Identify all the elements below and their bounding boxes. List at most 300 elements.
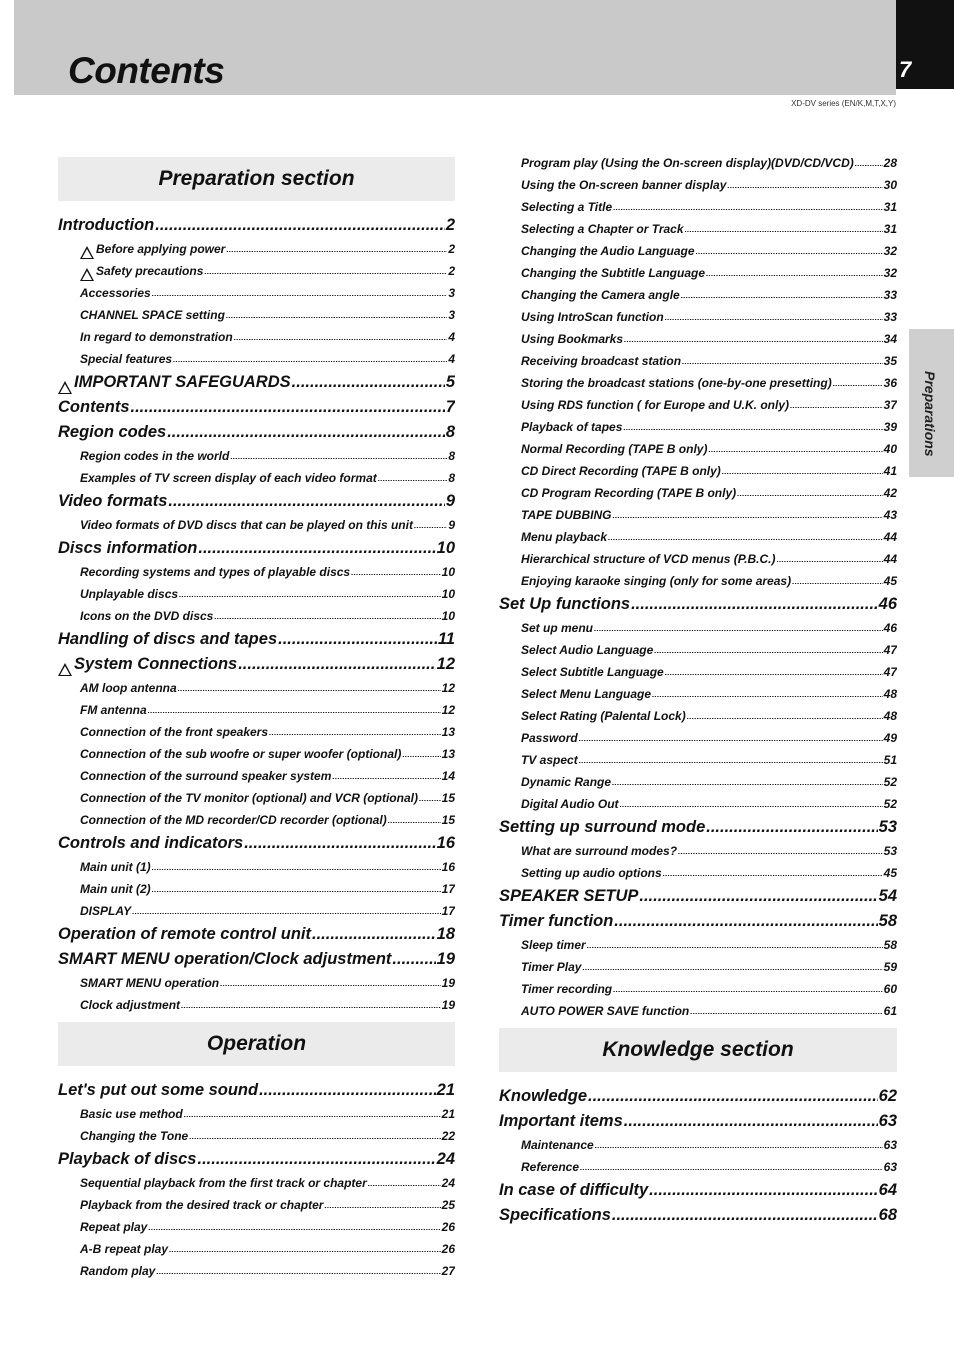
toc-entry-title: Receiving broadcast station	[521, 354, 682, 368]
toc-entry-page: 60	[883, 982, 897, 996]
toc-entry	[499, 350, 897, 372]
toc-entry-page: 17	[441, 904, 455, 918]
toc-entry	[58, 213, 455, 238]
dot-leader	[414, 527, 447, 536]
toc-entry-title: Before applying power	[96, 242, 226, 256]
dot-leader	[652, 696, 883, 705]
dot-leader	[131, 404, 445, 421]
toc-entry	[58, 605, 455, 627]
toc-entry-page: 16	[441, 860, 455, 874]
toc-entry-page: 8	[448, 471, 455, 485]
dot-leader	[278, 636, 437, 653]
dot-leader	[312, 931, 436, 948]
dot-leader	[682, 363, 883, 372]
dot-leader	[833, 385, 883, 394]
toc-entry-page: 62	[878, 1087, 897, 1105]
toc-entry-page: 3	[448, 308, 455, 322]
toc-entry	[499, 548, 897, 570]
toc-entry-page: 12	[441, 703, 455, 717]
toc-entry	[499, 460, 897, 482]
dot-leader	[351, 574, 441, 583]
toc-entry-page: 32	[883, 244, 897, 258]
toc-entry-page: 44	[883, 552, 897, 566]
dot-leader	[706, 824, 877, 841]
dot-leader	[727, 187, 882, 196]
toc-entry-page: 58	[878, 912, 897, 930]
toc-entry-page: 31	[883, 200, 897, 214]
toc-entry	[499, 1203, 897, 1228]
toc-entry-title: Changing the Camera angle	[521, 288, 680, 302]
toc-entry-title: Changing the Subtitle Language	[521, 266, 705, 280]
toc-entry	[58, 445, 455, 467]
dot-leader	[152, 869, 441, 878]
toc-entry	[58, 1078, 455, 1103]
toc-entry-page: 41	[883, 464, 897, 478]
warning-icon	[80, 246, 94, 259]
toc-entry-page: 30	[883, 178, 897, 192]
toc-entry	[58, 878, 455, 900]
toc-entry-page: 42	[883, 486, 897, 500]
dot-leader	[204, 273, 447, 282]
toc-entry-page: 9	[448, 518, 455, 532]
toc-entry-title: CD Program Recording (TAPE B only)	[521, 486, 737, 500]
toc-entry-title: Safety precautions	[96, 264, 204, 278]
toc-entry-title: Repeat play	[80, 1220, 148, 1234]
dot-leader	[654, 652, 882, 661]
toc-entry-page: 7	[445, 398, 455, 416]
dot-leader	[579, 762, 883, 771]
toc-entry	[499, 705, 897, 727]
toc-entry-title: Set Up functions	[499, 595, 631, 613]
dot-leader	[595, 1147, 883, 1156]
dot-leader	[588, 1093, 878, 1110]
toc-entry-title: Program play (Using the On-screen display)(DVD/CD/VCD)	[521, 156, 854, 170]
toc-entry	[58, 1216, 455, 1238]
dot-leader	[152, 295, 448, 304]
toc-entry-page: 19	[441, 998, 455, 1012]
dot-leader	[613, 209, 882, 218]
toc-entry	[58, 420, 455, 445]
toc-entry-page: 2	[448, 264, 455, 278]
toc-entry	[58, 1260, 455, 1282]
toc-entry-title: Handling of discs and tapes	[58, 630, 278, 648]
page-title: Contents	[68, 50, 225, 91]
toc-entry	[499, 1178, 897, 1203]
dot-leader	[178, 690, 441, 699]
toc-entry	[499, 683, 897, 705]
toc-entry	[499, 1084, 897, 1109]
toc-entry-title: Menu playback	[521, 530, 608, 544]
dot-leader	[132, 913, 441, 922]
dot-leader	[579, 740, 883, 749]
warning-icon	[58, 663, 72, 676]
dot-leader	[259, 1087, 436, 1104]
toc-entry	[58, 721, 455, 743]
toc-entry-title: Using IntroScan function	[521, 310, 664, 324]
toc-entry-page: 53	[878, 818, 897, 836]
toc-entry-title: SMART MENU operation	[80, 976, 220, 990]
toc-list-knowledge	[499, 1084, 897, 1228]
toc-entry-page: 45	[883, 866, 897, 880]
dot-leader	[269, 734, 441, 743]
toc-entry-title: Select Menu Language	[521, 687, 652, 701]
toc-entry	[58, 900, 455, 922]
toc-entry	[499, 639, 897, 661]
toc-entry	[58, 1172, 455, 1194]
toc-entry-page: 18	[436, 925, 455, 943]
toc-entry	[58, 348, 455, 370]
toc-entry-title: Connection of the front speakers	[80, 725, 269, 739]
toc-entry-title: Enjoying karaoke singing (only for some areas)	[521, 574, 792, 588]
toc-entry	[499, 284, 897, 306]
toc-entry-page: 27	[441, 1264, 455, 1278]
dot-leader	[184, 1116, 441, 1125]
toc-entry	[58, 1147, 455, 1172]
toc-entry	[58, 677, 455, 699]
toc-entry-title: Selecting a Title	[521, 200, 613, 214]
toc-entry-page: 34	[883, 332, 897, 346]
toc-entry	[499, 793, 897, 815]
dot-leader	[681, 297, 883, 306]
toc-entry-page: 31	[883, 222, 897, 236]
toc-entry	[499, 956, 897, 978]
toc-entry-page: 52	[883, 775, 897, 789]
toc-entry-page: 32	[883, 266, 897, 280]
dot-leader	[696, 253, 883, 262]
toc-entry	[58, 489, 455, 514]
toc-entry-title: CD Direct Recording (TAPE B only)	[521, 464, 721, 478]
toc-entry-page: 5	[445, 373, 455, 391]
toc-entry-page: 9	[445, 492, 455, 510]
toc-entry	[58, 1125, 455, 1147]
dot-leader	[612, 517, 882, 526]
dot-leader	[238, 661, 435, 678]
dot-leader	[226, 251, 447, 260]
toc-entry-title: Timer Play	[521, 960, 582, 974]
dot-leader	[777, 561, 883, 570]
toc-entry	[499, 862, 897, 884]
toc-entry	[58, 652, 455, 677]
toc-entry-title: Icons on the DVD discs	[80, 609, 214, 623]
toc-entry-page: 8	[445, 423, 455, 441]
toc-entry-page: 15	[441, 813, 455, 827]
toc-entry-page: 28	[883, 156, 897, 170]
toc-entry-title: SPEAKER SETUP	[499, 887, 639, 905]
toc-entry	[58, 627, 455, 652]
toc-entry-page: 26	[441, 1242, 455, 1256]
toc-entry-page: 63	[878, 1112, 897, 1130]
dot-leader	[152, 891, 441, 900]
toc-entry-title: Playback from the desired track or chapter	[80, 1198, 324, 1212]
toc-entry-page: 39	[883, 420, 897, 434]
toc-entry-page: 3	[448, 286, 455, 300]
toc-entry-title: Connection of the surround speaker system	[80, 769, 332, 783]
toc-entry	[499, 1156, 897, 1178]
dot-leader	[198, 1156, 436, 1173]
toc-entry	[499, 328, 897, 350]
toc-entry	[58, 467, 455, 489]
toc-entry	[58, 947, 455, 972]
toc-entry-page: 22	[441, 1129, 455, 1143]
toc-entry-title: Operation of remote control unit	[58, 925, 312, 943]
right-column	[499, 152, 897, 1228]
toc-entry-title: In regard to demonstration	[80, 330, 233, 344]
toc-entry-title: Important items	[499, 1112, 623, 1130]
toc-entry-page: 58	[883, 938, 897, 952]
dot-leader	[148, 1229, 440, 1238]
toc-entry-title: Discs information	[58, 539, 198, 557]
toc-entry-page: 63	[883, 1160, 897, 1174]
toc-entry-page: 10	[436, 539, 455, 557]
toc-entry	[499, 727, 897, 749]
toc-entry-title: Examples of TV screen display of each video format	[80, 471, 377, 485]
dot-leader	[608, 539, 883, 548]
page-number: 7	[899, 57, 912, 82]
dot-leader	[198, 545, 435, 562]
section-heading-knowledge: Knowledge section	[499, 1028, 897, 1072]
toc-entry-title: Controls and indicators	[58, 834, 244, 852]
dot-leader	[665, 674, 883, 683]
toc-entry-title: CHANNEL SPACE setting	[80, 308, 225, 322]
toc-entry-page: 45	[883, 574, 897, 588]
toc-entry	[58, 583, 455, 605]
dot-leader	[169, 1251, 441, 1260]
toc-entry	[499, 1109, 897, 1134]
toc-entry-title: Storing the broadcast stations (one-by-one presetting)	[521, 376, 832, 390]
section-heading-operation: Operation	[58, 1022, 455, 1066]
toc-entry-title: Changing the Tone	[80, 1129, 189, 1143]
toc-entry-title: Using Bookmarks	[521, 332, 624, 346]
toc-entry-title: Select Subtitle Language	[521, 665, 664, 679]
dot-leader	[613, 991, 883, 1000]
toc-entry	[499, 749, 897, 771]
toc-entry	[499, 978, 897, 1000]
dot-leader	[737, 495, 883, 504]
toc-entry-title: DISPLAY	[80, 904, 132, 918]
dot-leader	[620, 806, 883, 815]
toc-entry	[58, 922, 455, 947]
toc-entry-page: 43	[883, 508, 897, 522]
toc-entry-page: 17	[441, 882, 455, 896]
dot-leader	[614, 918, 877, 935]
toc-list-operation-continued	[499, 152, 897, 1022]
toc-entry	[499, 394, 897, 416]
toc-entry-page: 21	[436, 1081, 455, 1099]
dot-leader	[392, 956, 435, 973]
toc-entry-page: 54	[878, 887, 897, 905]
toc-entry	[499, 592, 897, 617]
toc-entry-page: 46	[878, 595, 897, 613]
dot-leader	[181, 1007, 441, 1016]
toc-entry-page: 47	[883, 643, 897, 657]
toc-entry-page: 16	[436, 834, 455, 852]
toc-entry	[58, 260, 455, 282]
toc-entry-page: 19	[441, 976, 455, 990]
toc-entry-title: Region codes in the world	[80, 449, 230, 463]
dot-leader	[687, 718, 883, 727]
toc-entry-page: 64	[878, 1181, 897, 1199]
dot-leader	[230, 458, 447, 467]
dot-leader	[148, 712, 441, 721]
toc-entry-title: Unplayable discs	[80, 587, 179, 601]
toc-entry	[499, 1000, 897, 1022]
toc-entry-page: 24	[441, 1176, 455, 1190]
dot-leader	[665, 319, 883, 328]
toc-entry-title: Clock adjustment	[80, 998, 181, 1012]
toc-entry	[58, 238, 455, 260]
toc-entry-page: 8	[448, 449, 455, 463]
toc-entry	[499, 196, 897, 218]
toc-entry-title: Playback of discs	[58, 1150, 197, 1168]
toc-entry	[499, 526, 897, 548]
toc-entry-page: 47	[883, 665, 897, 679]
toc-entry-page: 61	[883, 1004, 897, 1018]
toc-entry-title: AUTO POWER SAVE function	[521, 1004, 690, 1018]
dot-leader	[156, 1273, 440, 1282]
toc-entry	[499, 617, 897, 639]
toc-entry	[499, 262, 897, 284]
toc-entry-page: 35	[883, 354, 897, 368]
dot-leader	[214, 618, 440, 627]
dot-leader	[690, 1013, 882, 1022]
toc-entry-title: Timer function	[499, 912, 614, 930]
dot-leader	[722, 473, 883, 482]
toc-entry-page: 59	[883, 960, 897, 974]
toc-entry	[58, 972, 455, 994]
toc-entry	[58, 1194, 455, 1216]
toc-entry-page: 49	[883, 731, 897, 745]
toc-entry-page: 63	[883, 1138, 897, 1152]
toc-entry	[499, 416, 897, 438]
dot-leader	[220, 985, 441, 994]
toc-entry	[58, 561, 455, 583]
toc-entry	[58, 856, 455, 878]
toc-entry	[58, 831, 455, 856]
toc-entry-title: In case of difficulty	[499, 1181, 649, 1199]
toc-entry-page: 12	[436, 655, 455, 673]
toc-entry	[499, 372, 897, 394]
dot-leader	[706, 275, 883, 284]
toc-entry-title: Specifications	[499, 1206, 611, 1224]
dot-leader	[790, 407, 883, 416]
dot-leader	[234, 339, 448, 348]
toc-entry-title: Select Rating (Palental Lock)	[521, 709, 686, 723]
toc-entry-title: Digital Audio Out	[521, 797, 619, 811]
toc-entry-title: Video formats	[58, 492, 168, 510]
warning-icon	[58, 381, 72, 394]
dot-leader	[155, 222, 445, 239]
side-tab-label: Preparations	[922, 371, 938, 457]
toc-entry	[58, 395, 455, 420]
toc-entry-title: Selecting a Chapter or Track	[521, 222, 684, 236]
dot-leader	[179, 596, 441, 605]
toc-entry-page: 52	[883, 797, 897, 811]
dot-leader	[332, 778, 440, 787]
toc-entry-page: 40	[883, 442, 897, 456]
toc-entry-page: 13	[441, 725, 455, 739]
toc-entry-title: Reference	[521, 1160, 580, 1174]
dot-leader	[792, 583, 883, 592]
toc-entry-title: Changing the Audio Language	[521, 244, 695, 258]
warning-icon	[80, 268, 94, 281]
toc-entry-page: 37	[883, 398, 897, 412]
toc-entry	[58, 1238, 455, 1260]
toc-entry-title: Setting up surround mode	[499, 818, 706, 836]
toc-entry-title: IMPORTANT SAFEGUARDS	[74, 373, 291, 391]
toc-entry-title: SMART MENU operation/Clock adjustment	[58, 950, 392, 968]
dot-leader	[639, 893, 877, 910]
toc-entry-page: 13	[441, 747, 455, 761]
toc-entry-page: 11	[437, 630, 455, 648]
dot-leader	[226, 317, 447, 326]
dot-leader	[378, 480, 448, 489]
toc-entry-title: AM loop antenna	[80, 681, 177, 695]
toc-entry-page: 4	[448, 352, 455, 366]
toc-entry-title: FM antenna	[80, 703, 147, 717]
toc-entry-title: TV aspect	[521, 753, 578, 767]
toc-entry	[499, 218, 897, 240]
toc-entry-title: System Connections	[74, 655, 238, 673]
toc-entry-page: 2	[445, 216, 455, 234]
toc-entry-title: Using RDS function ( for Europe and U.K. only)	[521, 398, 789, 412]
dot-leader	[168, 498, 444, 515]
toc-entry-page: 10	[441, 609, 455, 623]
toc-entry-title: Video formats of DVD discs that can be played on this unit	[80, 518, 413, 532]
dot-leader	[624, 341, 883, 350]
series-label: XD-DV series (EN/K,M,T,X,Y)	[791, 99, 896, 108]
toc-entry	[58, 765, 455, 787]
toc-entry	[499, 240, 897, 262]
toc-entry-page: 4	[448, 330, 455, 344]
toc-entry	[499, 174, 897, 196]
toc-entry-title: Password	[521, 731, 578, 745]
toc-entry-title: What are surround modes?	[521, 844, 678, 858]
toc-entry-title: Normal Recording (TAPE B only)	[521, 442, 708, 456]
toc-entry	[58, 370, 455, 395]
dot-leader	[685, 231, 883, 240]
toc-entry-page: 48	[883, 687, 897, 701]
dot-leader	[167, 429, 445, 446]
dot-leader	[324, 1207, 440, 1216]
toc-entry-page: 14	[441, 769, 455, 783]
toc-entry-title: Knowledge	[499, 1087, 588, 1105]
dot-leader	[623, 429, 882, 438]
toc-entry-title: Basic use method	[80, 1107, 183, 1121]
toc-entry	[58, 994, 455, 1016]
toc-entry-title: Hierarchical structure of VCD menus (P.B.C.)	[521, 552, 776, 566]
toc-entry	[58, 1103, 455, 1125]
toc-entry-title: A-B repeat play	[80, 1242, 169, 1256]
toc-entry-page: 24	[436, 1150, 455, 1168]
dot-leader	[419, 800, 441, 809]
dot-leader	[368, 1185, 441, 1194]
toc-entry-title: Connection of the TV monitor (optional) and VCR (optional)	[80, 791, 418, 805]
toc-entry-page: 26	[441, 1220, 455, 1234]
toc-entry	[499, 815, 897, 840]
toc-entry-page: 19	[436, 950, 455, 968]
toc-entry	[499, 771, 897, 793]
toc-entry-title: Setting up audio options	[521, 866, 662, 880]
toc-entry-page: 36	[883, 376, 897, 390]
toc-entry	[499, 884, 897, 909]
toc-entry-page: 68	[878, 1206, 897, 1224]
dot-leader	[612, 784, 883, 793]
dot-leader	[678, 853, 883, 862]
dot-leader	[402, 756, 440, 765]
dot-leader	[631, 601, 878, 618]
toc-entry-title: Connection of the sub woofre or super woofer (optional)	[80, 747, 402, 761]
dot-leader	[173, 361, 447, 370]
